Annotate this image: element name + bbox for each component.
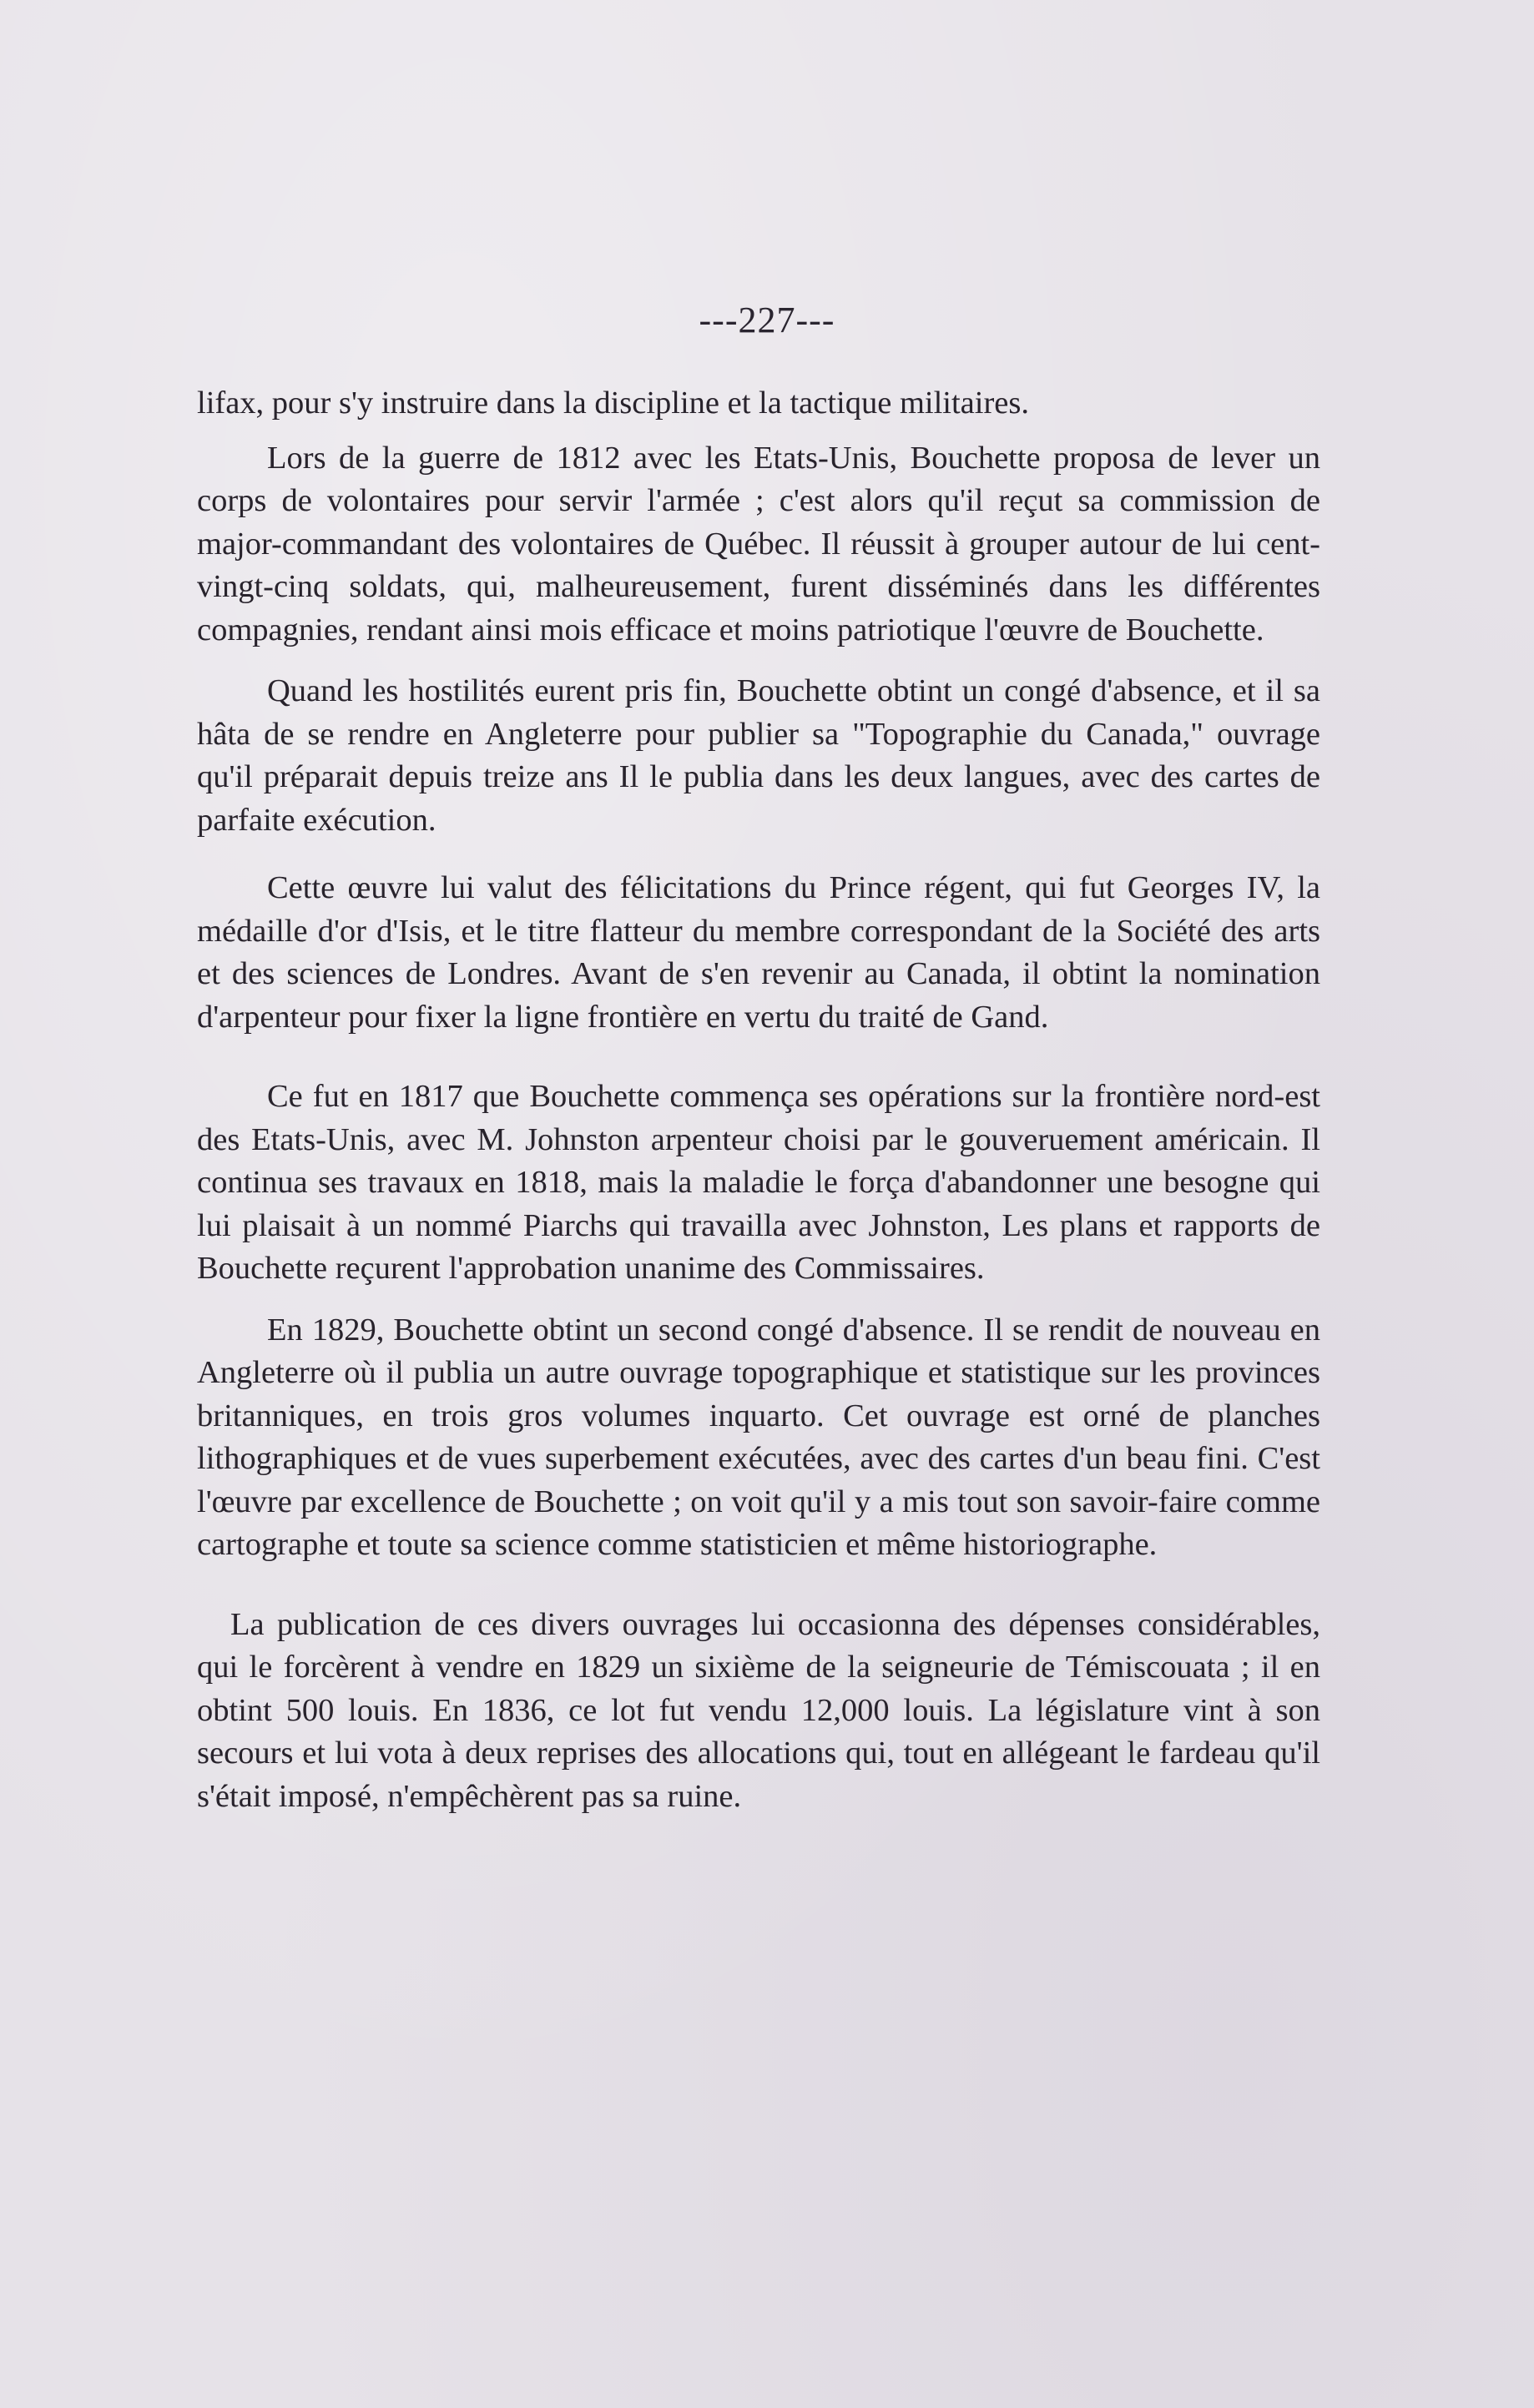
paragraph-4: Cette œuvre lui valut des félicitations du Prince régent, qui fut Georges IV, la médaille d'or d'Isis, et le titre flatteur du membre correspondant de la Société des arts et des sciences de Londres. Avant de s'en revenir au Canada, il obtint la nomination d'arpenteur pour fixer la ligne frontière en vertu du traité de Gand. <box>197 870 1320 1035</box>
paragraph-6: En 1829, Bouchette obtint un second congé d'absence. Il se rendit de nouveau en Angleterre où il publia un autre ouvrage topographique et statistique sur les provinces britanniques, en trois gros volumes inquarto. Cet ouvrage est orné de planches lithographiques et de vues superbement exécutées, avec des cartes d'un beau fini. C'est l'œuvre par excellence de Bouchette ; on voit qu'il y a mis tout son savoir-faire comme cartographe et toute sa science comme statisticien et même historiographe. <box>197 1312 1320 1562</box>
paragraph-7: La publication de ces divers ouvrages lui occasionna des dépenses considérables, qui le forcèrent à vendre en 1829 un sixième de la seigneurie de Témiscouata ; il en obtint 500 louis. En 1836, ce lot fut vendu 12,000 louis. La législature vint à son secours et lui vota à deux reprises des allocations qui, tout en allégeant le fardeau qu'il s'était imposé, n'empêchèrent pas sa ruine. <box>197 1606 1320 1814</box>
paragraph-2: Lors de la guerre de 1812 avec les Etats-Unis, Bouchette proposa de lever un corps de volontaires pour servir l'armée ; c'est alors qu'il reçut sa commission de major-commandant des volontaires de Québec. Il réussit à grouper autour de lui cent-vingt-cinq soldats, qui, malheureusement, furent disséminés dans les différentes compagnies, rendant ainsi mois efficace et moins patriotique l'œuvre de Bouchette. <box>197 440 1320 647</box>
paragraph-1: lifax, pour s'y instruire dans la discipline et la tactique militaires. <box>197 385 1029 421</box>
page-number: ---227--- <box>699 300 835 340</box>
body-text <box>197 382 1320 1818</box>
paragraph-5: Ce fut en 1817 que Bouchette commença ses opérations sur la frontière nord-est des Etats-Unis, avec M. Johnston arpenteur choisi par le gouveruement américain. Il continua ses travaux en 1818, mais la maladie le força d'abandonner une besogne qui lui plaisait à un nommé Piarchs qui travailla avec Johnston, Les plans et rapports de Bouchette reçurent l'approbation unanime des Commissaires. <box>197 1079 1320 1286</box>
paragraph-3: Quand les hostilités eurent pris fin, Bouchette obtint un congé d'absence, et il sa hâta de se rendre en Angleterre pour publier sa "Topographie du Canada," ouvrage qu'il préparait depuis treize ans Il le publia dans les deux langues, avec des cartes de parfaite exécution. <box>197 673 1320 838</box>
